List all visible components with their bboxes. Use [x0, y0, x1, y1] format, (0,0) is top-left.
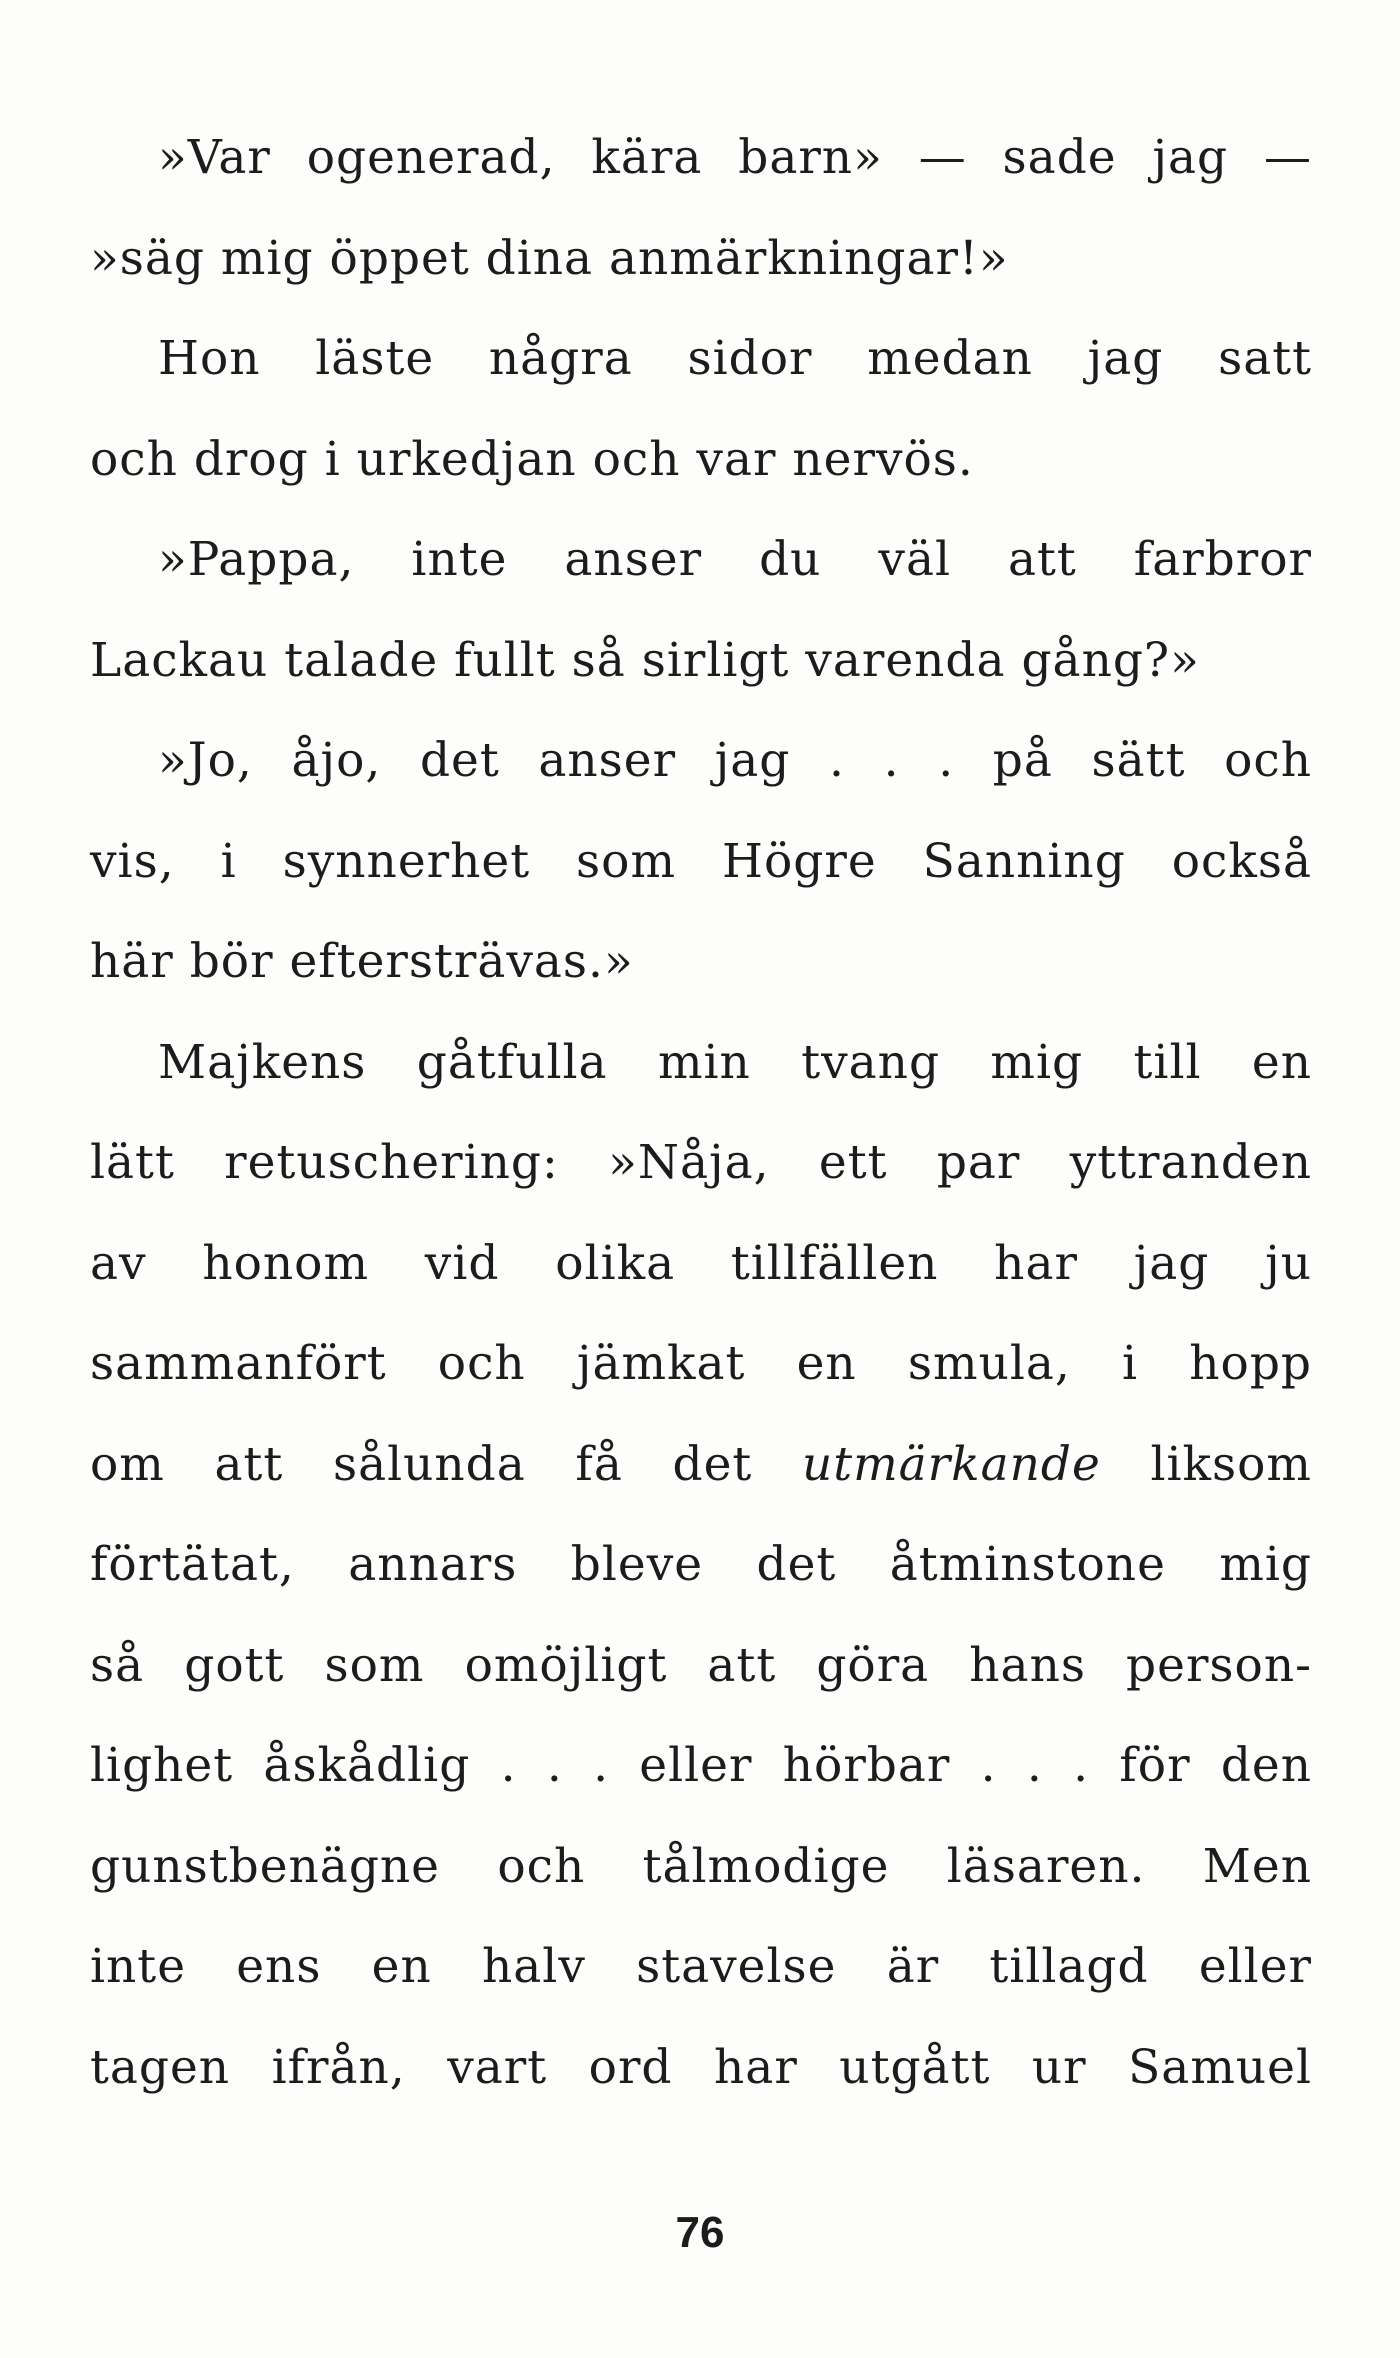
- text-line: av honom vid olika tillfällen har jag ju: [90, 1235, 1312, 1291]
- text-line: så gott som omöjligt att göra hans person-: [90, 1637, 1312, 1693]
- text-line: Hon läste några sidor medan jag satt: [158, 331, 1312, 386]
- text-segment: liksom: [1100, 1436, 1313, 1492]
- text-line: här bör eftersträvas.»: [90, 934, 634, 989]
- text-line: »Jo, åjo, det anser jag . . . på sätt och: [158, 733, 1312, 788]
- text-line: vis, i synnerhet som Högre Sanning också: [90, 833, 1312, 889]
- emphasized-word: utmärkande: [801, 1436, 1101, 1492]
- text-line: tagen ifrån, vart ord har utgått ur Samuel: [90, 2039, 1312, 2095]
- text-line: sammanfört och jämkat en smula, i hopp: [90, 1336, 1312, 1391]
- text-line: »Pappa, inte anser du väl att farbror: [158, 532, 1312, 587]
- page-number: 76: [675, 2208, 725, 2257]
- text-segment: om att sålunda få det: [90, 1436, 802, 1492]
- text-line: »säg mig öppet dina anmärkningar!»: [90, 230, 1009, 286]
- text-line: »Var ogenerad, kära barn» — sade jag —: [158, 130, 1312, 185]
- text-line: förtätat, annars bleve det åtminstone mig: [90, 1537, 1312, 1592]
- text-line: lighet åskådlig . . . eller hörbar . . . för den: [90, 1738, 1312, 1793]
- text-line: Majkens gåtfulla min tvang mig till en: [158, 1034, 1312, 1090]
- text-line: gunstbenägne och tålmodige läsaren. Men: [90, 1838, 1312, 1894]
- text-line: och drog i urkedjan och var nervös.: [90, 431, 974, 487]
- text-line: inte ens en halv stavelse är tillagd eller: [90, 1939, 1312, 1994]
- text-line: lätt retuschering: »Nåja, ett par yttranden: [90, 1135, 1312, 1190]
- text-line-with-emphasis: [90, 1415, 1312, 1516]
- text-line: Lackau talade fullt så sirligt varenda gång?»: [90, 632, 1200, 688]
- body-text: [90, 108, 1312, 2118]
